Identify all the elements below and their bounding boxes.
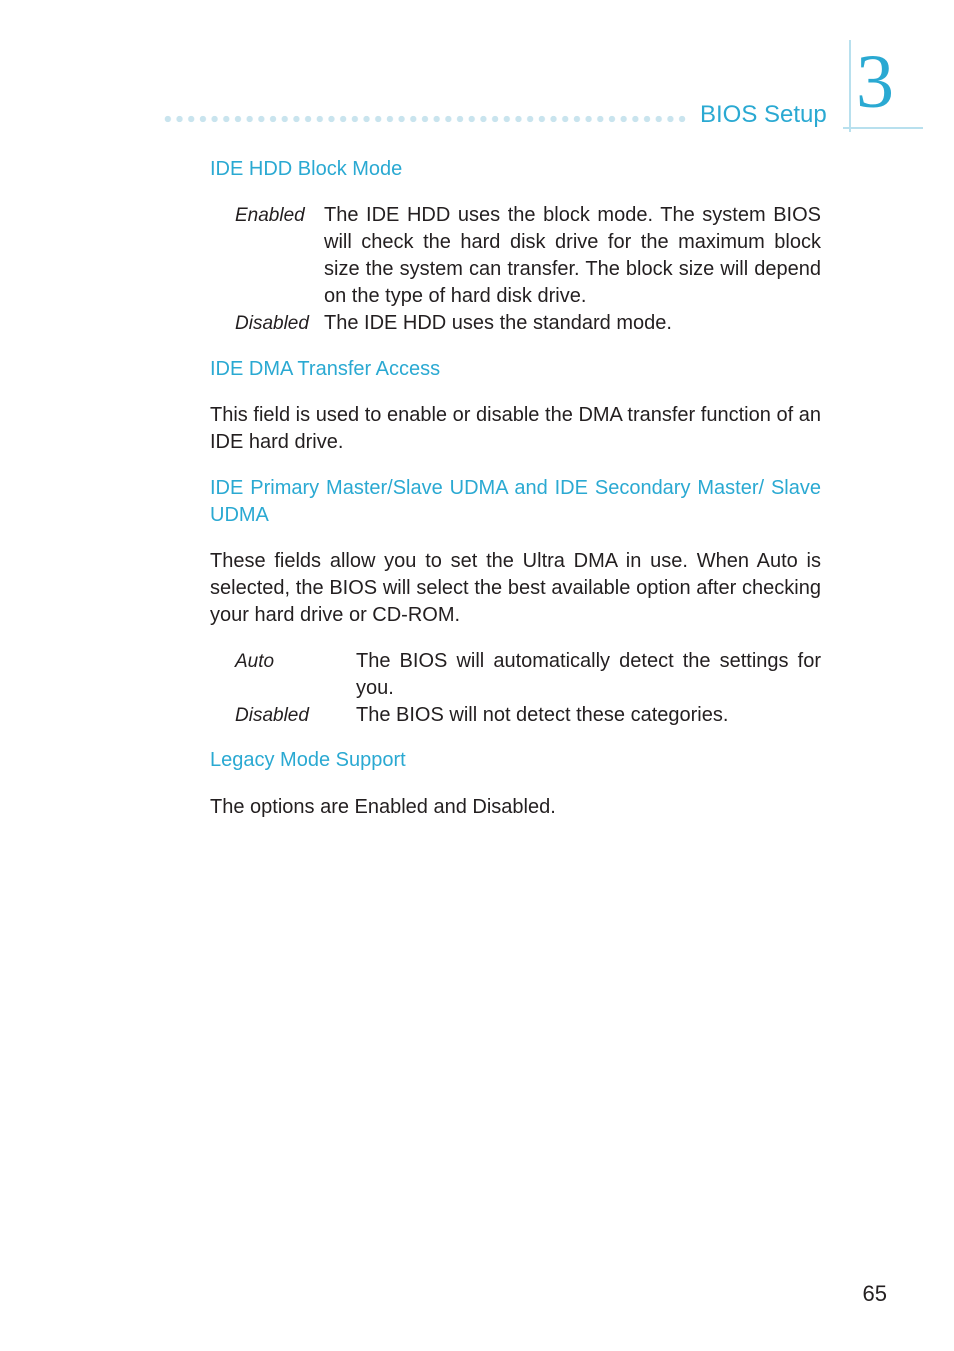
paragraph-udma: These fields allow you to set the Ultra DMA in use. When Auto is selected, the BIOS will select the best available option after checking your hard drive or CD-ROM. — [210, 550, 821, 626]
option-label-auto: Auto — [235, 651, 275, 672]
option-label-enabled: Enabled — [235, 205, 305, 226]
section-title: BIOS Setup — [700, 101, 827, 128]
option-label-udma-disabled: Disabled — [235, 705, 309, 726]
option-label-disabled: Disabled — [235, 313, 309, 334]
header-dot-rule — [162, 115, 690, 123]
heading-ide-udma: IDE Primary Master/Slave UDMA and IDE Secondary Master/ Slave UDMA — [210, 477, 821, 526]
chapter-tab-vertical-line — [849, 40, 851, 132]
paragraph-legacy-mode: The options are Enabled and Disabled. — [210, 796, 556, 818]
chapter-number: 3 — [856, 40, 894, 124]
heading-legacy-mode-support: Legacy Mode Support — [210, 749, 406, 771]
option-description-auto: The BIOS will automatically detect the settings for you. — [356, 650, 821, 699]
heading-ide-dma-transfer-access: IDE DMA Transfer Access — [210, 358, 441, 380]
heading-ide-hdd-block-mode: IDE HDD Block Mode — [210, 158, 403, 180]
option-description-disabled: The IDE HDD uses the standard mode. — [324, 312, 672, 334]
paragraph-dma-transfer: This field is used to enable or disable the DMA transfer function of an IDE hard drive. — [210, 404, 821, 453]
page-number: 65 — [862, 1281, 887, 1306]
option-description-enabled: The IDE HDD uses the block mode. The system BIOS will check the hard disk drive for the maximum block size the system can transfer. The block size will depend on the type of hard disk drive. — [324, 204, 821, 307]
option-description-udma-disabled: The BIOS will not detect these categories. — [356, 704, 729, 726]
chapter-tab-horizontal-line — [843, 127, 923, 129]
